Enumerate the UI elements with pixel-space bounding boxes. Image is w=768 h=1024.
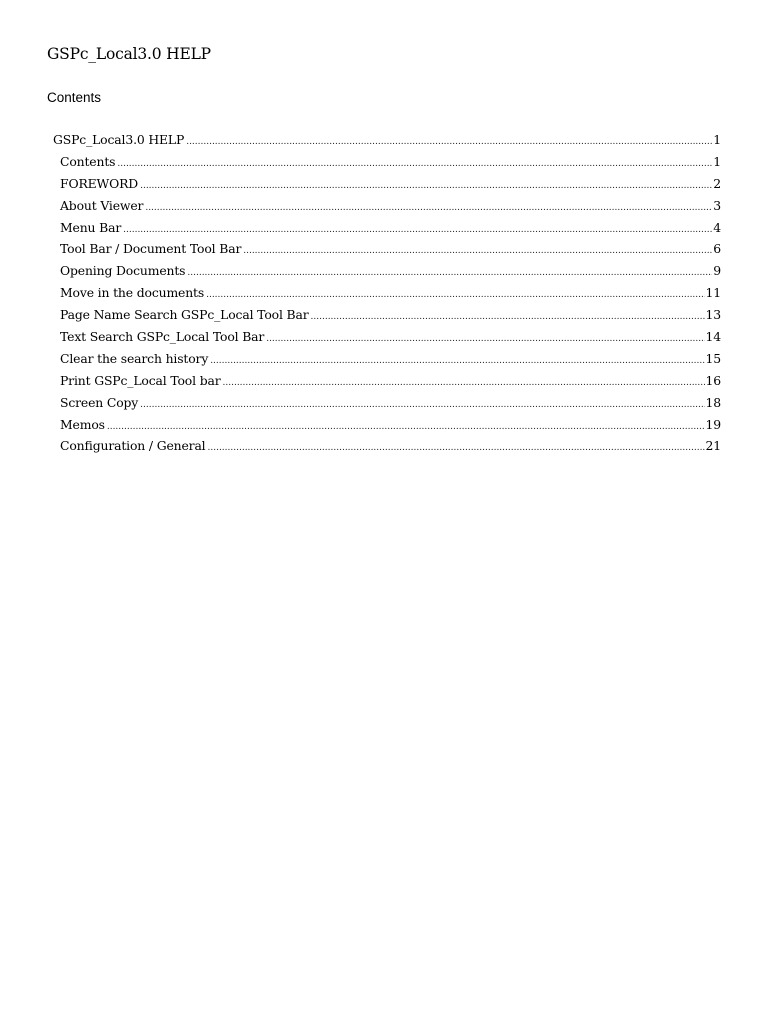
toc-entry[interactable]	[0, 307, 768, 329]
toc-dot-leader	[311, 312, 705, 322]
toc-page-number: 14	[705, 329, 721, 345]
toc-entry[interactable]	[0, 263, 768, 285]
toc-dot-leader	[223, 378, 705, 388]
toc-dot-leader	[145, 203, 712, 213]
toc-dot-leader	[208, 443, 705, 453]
toc-page-number: 4	[713, 219, 721, 235]
toc-entry[interactable]	[0, 351, 768, 373]
toc-entry-label: Opening Documents	[60, 263, 186, 279]
toc-entry[interactable]	[0, 132, 768, 154]
toc-page-number: 2	[713, 175, 721, 191]
toc-dot-leader	[266, 334, 704, 344]
toc-entry[interactable]	[0, 395, 768, 417]
toc-entry-label: About Viewer	[60, 197, 144, 213]
toc-entry-label: GSPc_Local3.0 HELP	[53, 132, 185, 147]
toc-dot-leader	[117, 159, 712, 169]
toc-entry-label: Memos	[60, 416, 105, 432]
toc-dot-leader	[107, 422, 705, 432]
toc-page-number: 18	[705, 394, 721, 410]
toc-entry-label: Menu Bar	[60, 219, 122, 235]
toc-entry-label: Configuration / General	[60, 438, 206, 454]
document-title: GSPc_Local3.0 HELP	[47, 45, 211, 63]
toc-entry-label: Tool Bar / Document Tool Bar	[60, 241, 242, 257]
toc-entry-label: Text Search GSPc_Local Tool Bar	[60, 329, 265, 345]
toc-page-number: 9	[713, 263, 721, 279]
toc-page-number: 6	[713, 241, 721, 257]
toc-page-number: 11	[705, 285, 721, 301]
toc-page-number: 15	[705, 350, 721, 366]
toc-entry[interactable]	[0, 438, 768, 460]
contents-heading: Contents	[47, 90, 102, 105]
toc-dot-leader	[186, 137, 712, 147]
toc-dot-leader	[187, 268, 712, 278]
toc-page-number: 1	[713, 132, 721, 147]
toc-page-number: 19	[705, 416, 721, 432]
toc-dot-leader	[140, 400, 704, 410]
toc-entry-label: Contents	[60, 153, 116, 169]
toc-entry[interactable]	[0, 329, 768, 351]
toc-dot-leader	[206, 290, 704, 300]
toc-entry[interactable]	[0, 417, 768, 439]
toc-page-number: 13	[705, 307, 721, 323]
toc-page-number: 3	[713, 197, 721, 213]
toc-entry[interactable]	[0, 241, 768, 263]
toc-entry[interactable]	[0, 198, 768, 220]
toc-entry[interactable]	[0, 176, 768, 198]
toc-entry-label: Print GSPc_Local Tool bar	[60, 372, 221, 388]
toc-entry-label: Page Name Search GSPc_Local Tool Bar	[60, 307, 309, 323]
toc-dot-leader	[210, 356, 704, 366]
toc-dot-leader	[140, 181, 712, 191]
toc-entry[interactable]	[0, 373, 768, 395]
toc-entry-label: FOREWORD	[60, 175, 139, 191]
toc-dot-leader	[123, 225, 712, 235]
toc-dot-leader	[243, 246, 712, 256]
toc-page-number: 16	[705, 372, 721, 388]
toc-page-number: 21	[705, 438, 721, 454]
toc-page-number: 1	[713, 153, 721, 169]
toc-entry-label: Screen Copy	[60, 394, 139, 410]
table-of-contents	[0, 132, 768, 460]
toc-entry-label: Move in the documents	[60, 285, 205, 301]
toc-entry[interactable]	[0, 154, 768, 176]
toc-entry[interactable]	[0, 220, 768, 242]
toc-entry[interactable]	[0, 285, 768, 307]
toc-entry-label: Clear the search history	[60, 350, 209, 366]
